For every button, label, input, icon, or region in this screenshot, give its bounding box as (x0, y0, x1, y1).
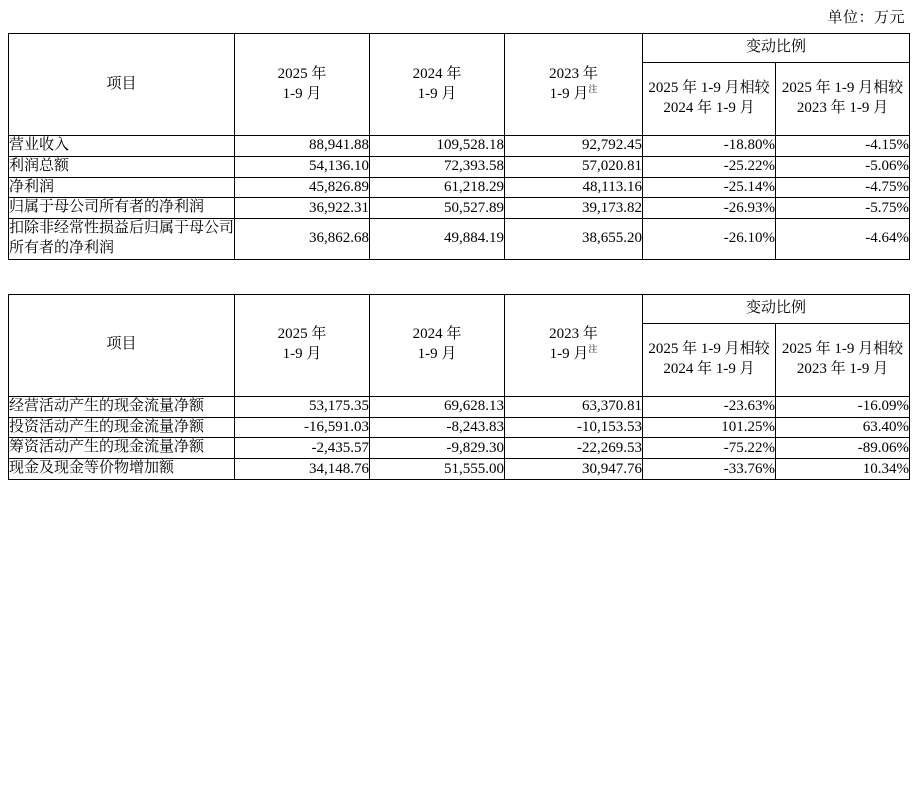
row-label: 现金及现金等价物增加额 (9, 459, 235, 480)
table-row (9, 219, 910, 260)
header-2023-footnote-mark: 注 (588, 83, 598, 94)
header-change-25-vs-23: 2025 年 1-9 月相较 2023 年 1-9 月 (776, 63, 910, 136)
table-row (9, 198, 910, 219)
header-2025-line1: 2025 年 (277, 65, 327, 82)
table-row (9, 177, 910, 198)
header-item: 项目 (9, 34, 235, 136)
row-label: 归属于母公司所有者的净利润 (9, 198, 235, 219)
header-2023-line2: 1-9 月 (549, 346, 589, 363)
cell-2024: 61,218.29 (370, 177, 505, 198)
row-label: 筹资活动产生的现金流量净额 (9, 438, 235, 459)
header-change-25-vs-24: 2025 年 1-9 月相较 2024 年 1-9 月 (643, 323, 776, 396)
cell-2025: 36,862.68 (235, 219, 370, 260)
table-row (9, 459, 910, 480)
table-header-row-top (9, 294, 910, 323)
header-2025-line1: 2025 年 (277, 326, 327, 343)
cell-change-23: -4.75% (776, 177, 910, 198)
cell-2024: 49,884.19 (370, 219, 505, 260)
cell-change-24: -26.10% (643, 219, 776, 260)
cell-change-23: -16.09% (776, 396, 910, 417)
cell-change-24: -18.80% (643, 136, 776, 157)
cell-change-23: 10.34% (776, 459, 910, 480)
unit-note: 单位：万元 (827, 10, 905, 26)
header-2025-line2: 1-9 月 (282, 346, 322, 363)
cell-2023: 92,792.45 (505, 136, 643, 157)
cell-2023: 39,173.82 (505, 198, 643, 219)
header-change-group: 变动比例 (643, 34, 910, 63)
header-2024-line2: 1-9 月 (417, 85, 457, 102)
cell-change-23: -89.06% (776, 438, 910, 459)
cell-2024: 51,555.00 (370, 459, 505, 480)
row-label: 利润总额 (9, 156, 235, 177)
table-row (9, 156, 910, 177)
cell-change-23: -5.75% (776, 198, 910, 219)
header-2024-line1: 2024 年 (412, 326, 462, 343)
cell-2025: -2,435.57 (235, 438, 370, 459)
cell-change-24: -26.93% (643, 198, 776, 219)
row-label: 净利润 (9, 177, 235, 198)
row-label: 扣除非经常性损益后归属于母公司所有者的净利润 (9, 219, 235, 260)
header-2023 (505, 294, 643, 396)
cell-change-24: -33.76% (643, 459, 776, 480)
row-label: 投资活动产生的现金流量净额 (9, 417, 235, 438)
cell-2025: 45,826.89 (235, 177, 370, 198)
row-label: 营业收入 (9, 136, 235, 157)
cell-2024: -8,243.83 (370, 417, 505, 438)
table-row (9, 396, 910, 417)
header-change-25-vs-24: 2025 年 1-9 月相较 2024 年 1-9 月 (643, 63, 776, 136)
cell-2023: 30,947.76 (505, 459, 643, 480)
cell-2024: 69,628.13 (370, 396, 505, 417)
header-change-group: 变动比例 (643, 294, 910, 323)
header-change-25-vs-23: 2025 年 1-9 月相较 2023 年 1-9 月 (776, 323, 910, 396)
cell-2025: 54,136.10 (235, 156, 370, 177)
cell-2025: 36,922.31 (235, 198, 370, 219)
header-2024 (370, 294, 505, 396)
cell-2023: 57,020.81 (505, 156, 643, 177)
cell-2025: 88,941.88 (235, 136, 370, 157)
income-statement-table (8, 33, 910, 260)
table-gap-spacer (8, 260, 909, 294)
cell-2025: 53,175.35 (235, 396, 370, 417)
header-2023 (505, 34, 643, 136)
cell-change-24: -25.22% (643, 156, 776, 177)
table-row (9, 438, 910, 459)
cell-2023: 38,655.20 (505, 219, 643, 260)
header-2023-footnote-mark: 注 (588, 344, 598, 355)
table-row (9, 417, 910, 438)
cell-2025: 34,148.76 (235, 459, 370, 480)
header-2025 (235, 34, 370, 136)
table-header-row-top (9, 34, 910, 63)
cell-2023: 63,370.81 (505, 396, 643, 417)
cell-change-23: 63.40% (776, 417, 910, 438)
cell-change-24: -25.14% (643, 177, 776, 198)
header-2023-line1: 2023 年 (549, 65, 598, 82)
cash-flow-table (8, 294, 910, 480)
cell-2023: -22,269.53 (505, 438, 643, 459)
cell-change-23: -4.15% (776, 136, 910, 157)
header-item: 项目 (9, 294, 235, 396)
cell-change-24: -75.22% (643, 438, 776, 459)
cell-2023: -10,153.53 (505, 417, 643, 438)
cell-2023: 48,113.16 (505, 177, 643, 198)
row-label: 经营活动产生的现金流量净额 (9, 396, 235, 417)
header-2024 (370, 34, 505, 136)
cell-2024: 109,528.18 (370, 136, 505, 157)
cell-change-24: 101.25% (643, 417, 776, 438)
header-2023-line1: 2023 年 (549, 326, 598, 343)
header-2025-line2: 1-9 月 (282, 85, 322, 102)
table-row (9, 136, 910, 157)
cell-change-23: -5.06% (776, 156, 910, 177)
cell-2024: -9,829.30 (370, 438, 505, 459)
cell-change-23: -4.64% (776, 219, 910, 260)
header-2025 (235, 294, 370, 396)
header-2024-line1: 2024 年 (412, 65, 462, 82)
cell-2024: 50,527.89 (370, 198, 505, 219)
cell-2025: -16,591.03 (235, 417, 370, 438)
cell-2024: 72,393.58 (370, 156, 505, 177)
header-2024-line2: 1-9 月 (417, 346, 457, 363)
header-2023-line2: 1-9 月 (549, 85, 589, 102)
cell-change-24: -23.63% (643, 396, 776, 417)
